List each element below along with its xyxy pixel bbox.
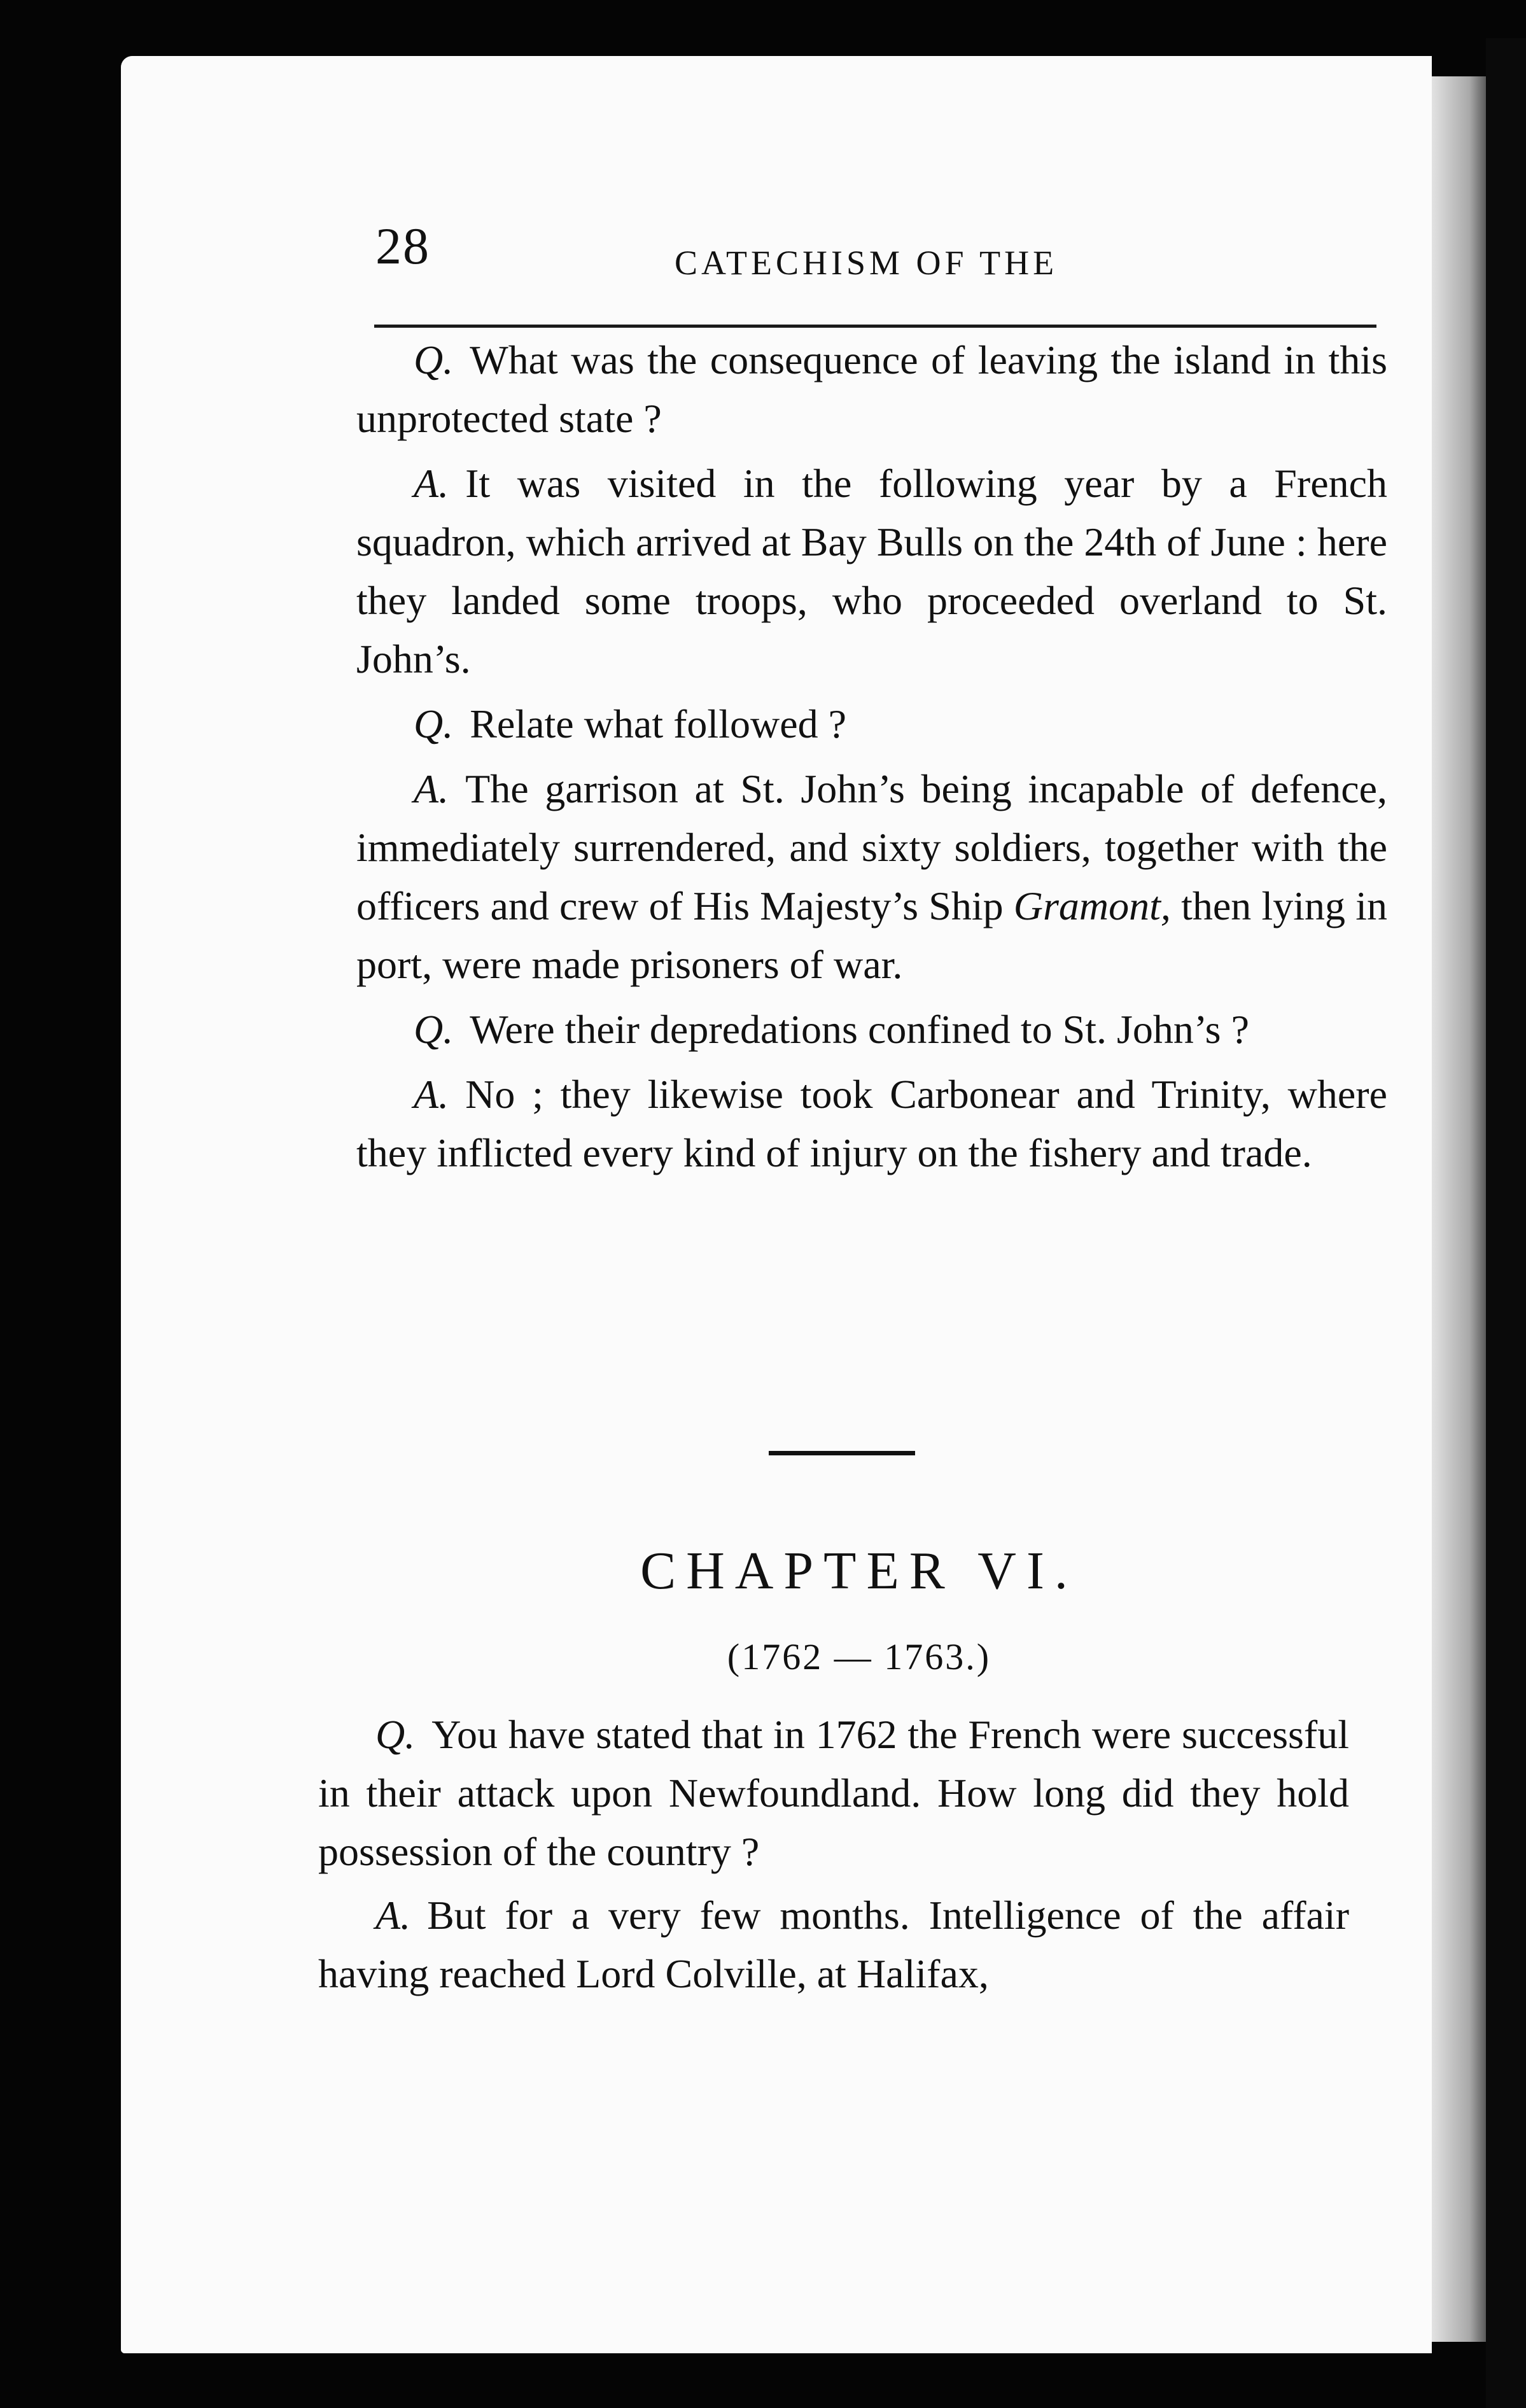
qa-section-2 [318,1705,1349,2008]
question-mark-label: Q. [414,701,454,746]
answer-text-continued: then lying in port, were made prisoners of war. [356,883,1388,987]
answer-text: It was visited in the following year by a French squadron, which arrived at Bay Bulls on the 24th of June : here they landed some troops, who proceeded overland to St. John’s. [356,461,1387,682]
answer-paragraph [318,1886,1349,2003]
question-text: Were their depredations confined to St. John’s ? [470,1007,1249,1052]
page-number: 28 [375,217,430,275]
answer-paragraph [356,1065,1387,1182]
answer-mark-label: A. [414,766,449,811]
question-paragraph [356,1000,1387,1059]
answer-text: But for a very few months. Intelligence of the affair having reached Lord Colville, at Halifax, [318,1893,1349,1996]
qa-section-1 [356,331,1387,1189]
question-text: What was the consequence of leaving the island in this unprotected state ? [356,337,1387,441]
question-paragraph [318,1705,1349,1881]
page-edge-stack [1432,76,1486,2342]
chapter-heading: CHAPTER VI. [640,1541,1078,1600]
section-divider [769,1451,915,1455]
answer-paragraph [356,454,1387,689]
question-paragraph [356,695,1387,753]
question-mark-label: Q. [375,1712,416,1757]
running-head [375,216,1375,286]
answer-text: The garrison at St. John’s being incapable of defence, immediately surrendered, and sixty soldiers, together with the officers and crew of His Majesty’s Ship [356,766,1387,928]
question-text: You have stated that in 1762 the French were successful in their attack upon Newfoundland. How long did they hold possession of the country ? [318,1712,1349,1874]
scan-background [1486,38,1526,2408]
question-mark-label: Q. [414,1007,454,1052]
ship-name: Gramont, [1013,883,1171,928]
answer-mark-label: A. [414,461,449,506]
answer-text: No ; they likewise took Carbonear and Trinity, where they inflicted every kind of injury on the fishery and trade. [356,1072,1387,1175]
answer-mark-label: A. [414,1072,449,1117]
question-paragraph [356,331,1387,448]
running-title: CATECHISM OF THE [675,244,1058,282]
answer-mark-label: A. [375,1893,411,1938]
header-rule [374,325,1376,328]
chapter-dates: (1762 — 1763.) [727,1636,991,1677]
question-text: Relate what followed ? [470,701,846,746]
answer-paragraph [356,760,1387,994]
question-mark-label: Q. [414,337,454,382]
